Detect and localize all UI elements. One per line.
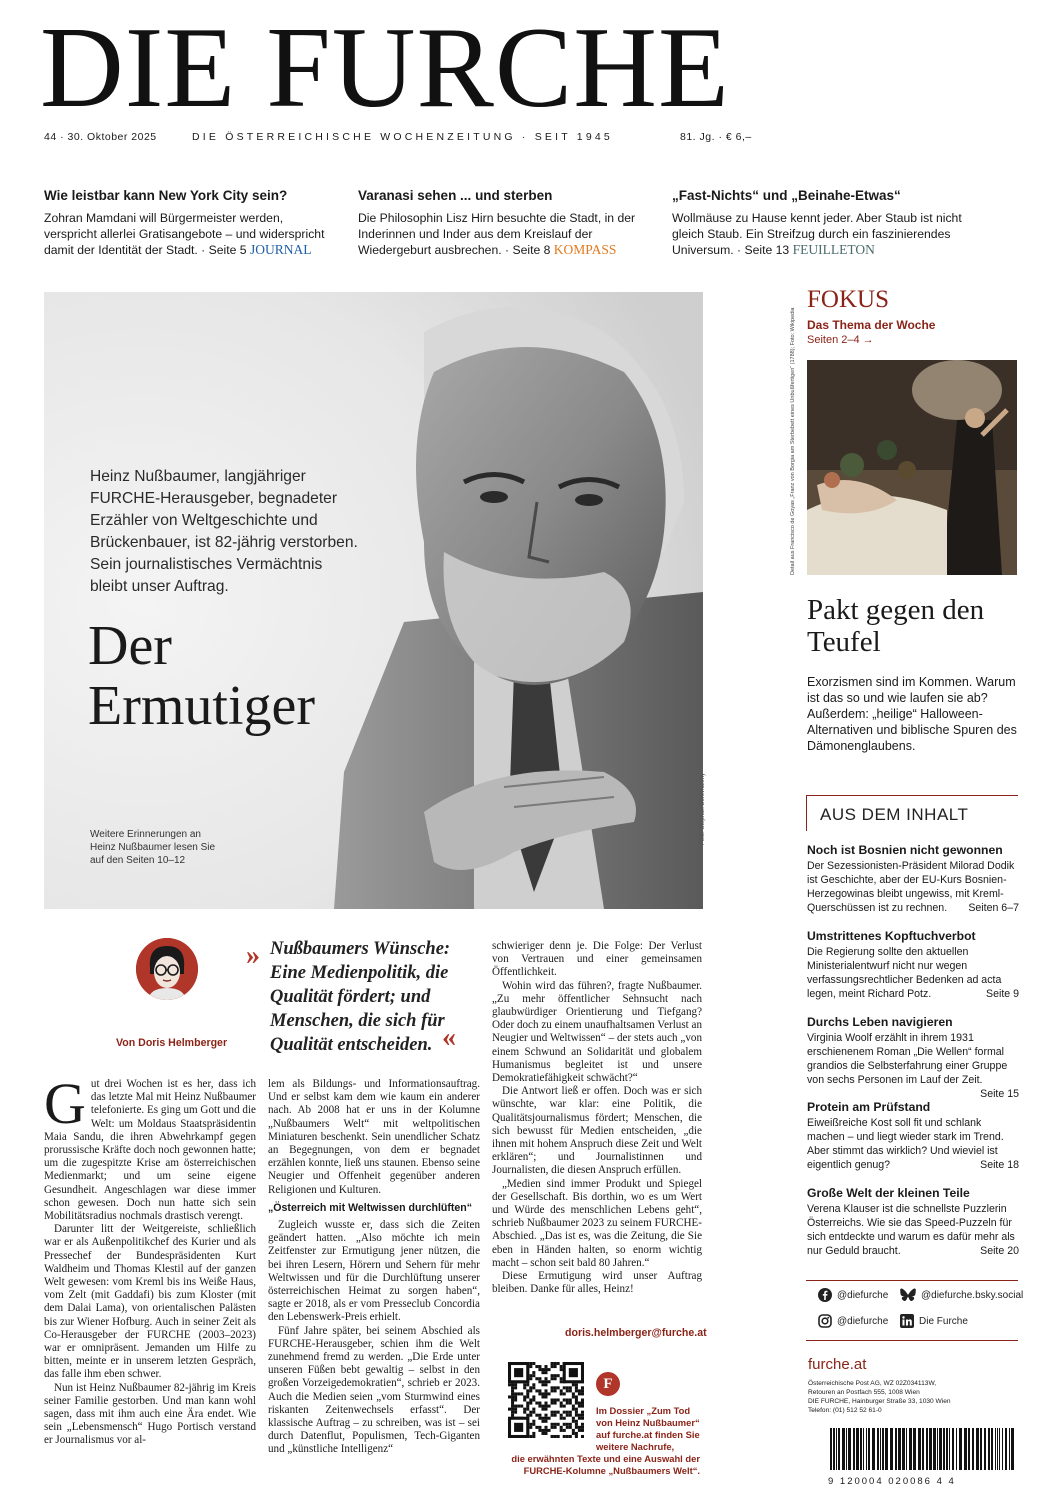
barcode-bar <box>863 1428 864 1470</box>
qr-module <box>575 1395 578 1398</box>
barcode-bar <box>848 1428 851 1470</box>
qr-module <box>517 1392 520 1395</box>
qr-module <box>541 1383 544 1386</box>
barcode-bar <box>830 1428 832 1470</box>
qr-module <box>551 1389 554 1392</box>
qr-module <box>541 1395 544 1398</box>
painting-illustration <box>807 360 1017 575</box>
qr-module <box>554 1374 557 1377</box>
qr-module <box>560 1380 563 1383</box>
masthead-subtitle: DIE ÖSTERREICHISCHE WOCHENZEITUNG · SEIT 1945 <box>192 131 613 143</box>
barcode-bar <box>885 1428 888 1470</box>
qr-module <box>541 1392 544 1395</box>
author-illustration <box>136 938 198 1000</box>
barcode-bar <box>846 1428 847 1470</box>
qr-module <box>526 1395 529 1398</box>
teaser-body: Wollmäuse zu Hause kennt jeder. Aber Staub ist nicht gleich Staub. Ein Streifzug durch ein faszinierendes Universum. · Seite 13 FEUILLETON <box>672 211 962 257</box>
section-tag-feuilleton: FEUILLETON <box>792 242 875 257</box>
inhalt-item-page: Seiten 6–7 <box>968 902 1019 914</box>
qr-module <box>541 1368 544 1371</box>
instagram-link[interactable]: @diefurche <box>818 1314 888 1328</box>
qr-module <box>560 1392 563 1395</box>
barcode-bar <box>853 1428 855 1470</box>
inhalt-item-body: Verena Klauser ist die schnellste Puzzlerin Österreichs. Wie sie das Speed-Puzzeln für sich entdeckte und warum es dafür mehr als nur Geduld braucht. Seite 20 <box>807 1203 1019 1257</box>
qr-module <box>511 1386 514 1389</box>
qr-module <box>563 1386 566 1389</box>
barcode-bar <box>956 1428 957 1470</box>
qr-module <box>563 1398 566 1401</box>
teaser-title: „Fast-Nichts“ und „Beinahe-Etwas“ <box>672 188 901 203</box>
qr-module <box>538 1380 541 1383</box>
qr-module <box>544 1383 547 1386</box>
dossier-note[interactable]: Im Dossier „Zum Tod von Heinz Nußbaumer“ auf furche.at finden Sie weitere Nachrufe, die erwähnten Texte und eine Auswahl der FURCHE-Kolumne „Nußbaumers Welt“. <box>511 1405 700 1476</box>
qr-module <box>560 1377 563 1380</box>
inhalt-item[interactable] <box>807 1186 1019 1258</box>
qr-module <box>557 1386 560 1389</box>
qr-module <box>523 1395 526 1398</box>
teaser-body: Zohran Mamdani will Bürgermeister werden, verspricht allerlei Gratisangebote – und widerspricht damit der Identität der Stadt. · Seite 5 JOURNAL <box>44 211 325 257</box>
facebook-link[interactable]: @diefurche <box>818 1288 888 1302</box>
qr-module <box>557 1362 560 1365</box>
barcode-bar <box>946 1428 948 1470</box>
barcode-bar <box>856 1428 859 1470</box>
article-subheading: „Österreich mit Weltwissen durchlüften“ <box>268 1201 473 1214</box>
author-email-link[interactable]: doris.helmberger@furche.at <box>565 1327 707 1339</box>
qr-module <box>511 1383 514 1386</box>
qr-module <box>581 1398 584 1401</box>
barcode-bar <box>842 1428 845 1470</box>
barcode-bar <box>922 1428 924 1470</box>
teaser-title: Wie leistbar kann New York City sein? <box>44 188 288 203</box>
instagram-icon <box>818 1314 832 1328</box>
barcode-bar <box>877 1428 879 1470</box>
qr-module <box>532 1398 535 1401</box>
barcode-bar <box>939 1428 942 1470</box>
issue-date: 44 · 30. Oktober 2025 <box>44 131 157 143</box>
qr-module <box>557 1398 560 1401</box>
photo-note: Weitere Erinnerungen an Heinz Nußbaumer lesen Sie auf den Seiten 10–12 <box>90 829 216 866</box>
qr-module <box>541 1380 544 1383</box>
qr-module <box>532 1371 535 1374</box>
linkedin-link[interactable]: Die Furche <box>900 1314 968 1328</box>
qr-module <box>569 1389 572 1392</box>
qr-module <box>544 1365 547 1368</box>
qr-module <box>529 1362 532 1365</box>
divider <box>806 1280 1018 1281</box>
qr-module <box>514 1386 517 1389</box>
article-column-2: lem als Bildungs- und Informationsauftrag. Und er selbst kam dem wie kaum ein anderer nach. Ab 2008 hat er uns in der Kolumne „Nußbaumers Welt“ mit weltpolitischen Miniaturen beschenkt. Sein unendlicher Schatz an Begegnungen, von dem er begnadet erzählen konnte, ließ uns staunen. Ebenso seine Neugier und Offenheit gegenüber anderen Religionen und Kulturen. „Österreich mit Weltwissen durchlüften“ Zugleich wusste er, dass sich die Zeiten geändert hatten. „Also möchte ich mein Zeitfenster zur Ermutigung jener nützen, die bei ihren Lesern, Hörern und Sehern für mehr Weltwissen und für die Durchlüftung unserer österreichischen Heimat zu sorgen haben“, sagte er 2018, als er vom Presseclub Concordia den Lebenswerk-Preis erhielt. Fünf Jahre später, bei seinem Abschied als FURCHE-Herausgeber, schien ihm die Welt zunehmend fremd zu werden. „Die Erde unter unseren Füßen bebt gewaltig – selbst in den großen Vorzeigedemokratien“, schrieb er 2023. Auch die Medien seien „vom Sturmwind eines riskanten Zeitenwechsels erfasst“. Der klassische Auftrag – zu schreiben, was ist – sei durch Datenflut, Populismen, Tech-Giganten und „künstliche Intelligenz“ <box>268 1078 480 1456</box>
qr-module <box>535 1377 538 1380</box>
qr-module <box>566 1386 569 1389</box>
qr-module <box>557 1374 560 1377</box>
qr-module <box>514 1368 523 1377</box>
qr-module <box>538 1377 541 1380</box>
inhalt-item-title: Durchs Leben navigieren <box>807 1015 953 1029</box>
inhalt-item-page: Seite 9 <box>986 988 1019 1000</box>
barcode-bar <box>1009 1428 1010 1470</box>
qr-module <box>526 1383 529 1386</box>
barcode-bar <box>872 1428 875 1470</box>
barcode-bar <box>838 1428 840 1470</box>
portrait-illustration <box>44 292 703 909</box>
qr-module <box>551 1362 554 1365</box>
qr-module <box>532 1386 535 1389</box>
qr-module <box>569 1398 572 1401</box>
barcode-bar <box>988 1428 990 1470</box>
qr-module <box>514 1398 517 1401</box>
barcode-bar <box>991 1428 993 1470</box>
qr-module <box>548 1380 551 1383</box>
article-column-1: Gut drei Wochen ist es her, dass ich das letzte Mal mit Heinz Nußbaumer telefonierte. Es ging um Gott und die Welt: um Moldaus Staatspräsidentin Maia Sandu, die ihren Abwehrkampf gegen prorussische Kräfte doch noch gewonnen hatte; um die zugespitzte Krise am österreichischen Medienmarkt; und um seine eigene Gesundheit. Angeschlagen war diese immer schon gewesen. Doch nun hatte sich sein Mobilitätsradius nochmals drastisch verengt. Darunter litt der Weitgereiste, schließlich war er als Außenpolitikchef des Kurier und als Pressechef der Bundespräsidenten Kurt Waldheim und Thomas Klestil auf der ganzen Welt gewesen: vom Kreml bis ins Weiße Haus, vom Zelt (mit Gaddafi) bis zum Kloster (mit dem Dalai Lama), von orientalischen Palästen bis zur Wiener Hofburg. Auch in seiner Zeit als Co-Herausgeber der FURCHE (2003–2023) war er omnipräsent. Jemanden um Hilfe zu bitten, meinte er in unserem letzten Gespräch, das falle ihm eben schwer. Nun ist Heinz Nußbaumer 82-jährig im Kreis seiner Familie gestorben. Und man kann wohl sagen, dass mit ihm auch eine Ära endet. Wie sein „Lebensmensch“ Hugo Portisch verstand er Journalismus vor al- <box>44 1071 256 1447</box>
qr-module <box>572 1392 575 1395</box>
qr-module <box>523 1383 526 1386</box>
qr-module <box>538 1368 541 1371</box>
qr-module <box>551 1377 554 1380</box>
qr-module <box>523 1398 526 1401</box>
qr-module <box>572 1383 575 1386</box>
cover-photo <box>44 292 703 909</box>
teaser-body: Die Philosophin Lisz Hirn besuchte die Stadt, in der Inderinnen und Inder aus dem Kreislauf der Wiedergeburt ausbrechen. · Seite 8 KOMPASS <box>358 211 636 257</box>
author-avatar <box>136 938 198 1000</box>
qr-module <box>544 1371 547 1374</box>
qr-module <box>532 1374 535 1377</box>
barcode-bar <box>880 1428 881 1470</box>
qr-module <box>538 1389 541 1392</box>
inhalt-item-page: Seite 15 <box>980 1088 1019 1100</box>
bluesky-link[interactable]: @diefurche.bsky.social <box>900 1288 1023 1302</box>
qr-module <box>554 1365 557 1368</box>
barcode <box>828 1428 1018 1487</box>
barcode-bar <box>943 1428 945 1470</box>
author-byline: Von Doris Helmberger <box>116 1037 228 1049</box>
qr-module <box>548 1368 551 1371</box>
barcode-bar <box>866 1428 867 1470</box>
linkedin-icon <box>900 1314 914 1328</box>
qr-module <box>575 1383 578 1386</box>
qr-module <box>551 1398 554 1401</box>
qr-module <box>572 1395 575 1398</box>
qr-module <box>544 1389 547 1392</box>
section-tag-journal: JOURNAL <box>249 242 312 257</box>
qr-module <box>566 1398 569 1401</box>
inhalt-item[interactable] <box>807 843 1019 915</box>
painting-credit: Detail aus Francisco de Goyas „Franz von Borgia am Sterbebett eines Unbußfertigen“ (1788); Foto: Wikipedia <box>790 307 796 575</box>
website-link[interactable]: furche.at <box>808 1356 867 1373</box>
barcode-bar <box>959 1428 962 1470</box>
qr-module <box>538 1365 541 1368</box>
section-tag-kompass: KOMPASS <box>553 242 617 257</box>
barcode-bar <box>968 1428 970 1470</box>
inhalt-item-title: Noch ist Bosnien nicht gewonnen <box>807 843 1003 857</box>
qr-module <box>578 1392 581 1395</box>
qr-module <box>544 1392 547 1395</box>
qr-module <box>569 1368 578 1377</box>
qr-module <box>560 1365 563 1368</box>
barcode-bar <box>984 1428 986 1470</box>
barcode-bar <box>926 1428 928 1470</box>
barcode-bar <box>906 1428 907 1470</box>
qr-module <box>523 1386 526 1389</box>
divider <box>806 1340 1018 1341</box>
inhalt-title: AUS DEM INHALT <box>820 805 969 824</box>
qr-module <box>535 1365 538 1368</box>
barcode-bars <box>828 1428 1018 1470</box>
qr-module <box>563 1392 566 1395</box>
qr-module <box>544 1368 547 1371</box>
inhalt-item-body: Virginia Woolf erzählt in ihrem 1931 erschienenem Roman „Die Wellen“ formal grandios die Selbsterfahrung einer Gruppe von sechs Personen im Lauf der Zeit. Seite 15 <box>807 1032 1019 1100</box>
fokus-body: Exorzismen sind im Kommen. Warum ist das so und wie laufen sie ab? Außerdem: „heilige“ Halloween-Alternativen und biblische Spuren des Dämonenglaubens. <box>807 675 1017 753</box>
qr-module <box>554 1377 557 1380</box>
barcode-bar <box>833 1428 835 1470</box>
qr-module <box>575 1386 578 1389</box>
article-column-3: schwieriger denn je. Die Folge: Der Verlust von Vertrauen und einer gemeinsamen Öffentlichkeit. Wohin wird das führen?, fragte Nußbaumer. „Zu mehr öffentlicher Sehnsucht nach glaubwürdiger Orientierung und Tiefgang? Oder doch zu einem unaufhaltsamen Verlust an Neugier und Weltwissen“ – der stets auch „von einem Schwund an Solidarität und globalem Humanismus begleitet ist und unsere Demokratiefähigkeit schwächt?“ Die Antwort ließ er offen. Doch was er sich wünschte, war klar: eine Politik, die Qualitätsjournalismus fördert; Menschen, die sich bewusst für Medien entscheiden, „die ihnen mit hohem Anspruch diese Zeit und Welt erklären“; und Journalistinnen und Journalisten, die diesen Anspruch erfüllen. „Medien sind immer Produkt und Spiegel der Gesellschaft. Bis dorthin, wo es um Wert und Würde des menschlichen Lebens geht“, schrieb Nußbaumer 2023 zu seinem FURCHE-Abschied. „Das ist es, was die Zeitung, die Sie eben in Händen halten, so enorm wichtig macht – schon seit bald 80 Jahren.“ Diese Ermutigung wird unser Auftrag bleiben. Danke für alles, Heinz! <box>492 940 702 1296</box>
inhalt-item-title: Umstrittenes Kopftuchverbot <box>807 929 976 943</box>
qr-module <box>514 1392 517 1395</box>
qr-module <box>569 1386 572 1389</box>
barcode-bar <box>1011 1428 1014 1470</box>
qr-module <box>508 1395 511 1398</box>
inhalt-item-title: Große Welt der kleinen Teile <box>807 1186 970 1200</box>
qr-module <box>551 1365 554 1368</box>
cover-lede: Heinz Nußbaumer, langjähriger FURCHE-Herausgeber, begnadeter Erzähler von Weltgeschichte und Brückenbauer, ist 82-jährig verstorben. Sein journalistisches Vermächtnis bleibt unser Auftrag. <box>90 468 358 595</box>
facebook-icon <box>818 1288 832 1302</box>
barcode-bar <box>972 1428 974 1470</box>
barcode-bar <box>995 1428 996 1470</box>
headline-line-2: Ermutiger <box>88 675 316 737</box>
qr-module <box>575 1398 578 1401</box>
qr-module <box>529 1386 532 1389</box>
qr-module <box>529 1389 532 1392</box>
qr-module <box>554 1386 557 1389</box>
qr-module <box>526 1392 529 1395</box>
barcode-bar <box>952 1428 954 1470</box>
teaser-title: Varanasi sehen ... und sterben <box>358 188 553 203</box>
barcode-bar <box>997 1428 998 1470</box>
barcode-bar <box>909 1428 912 1470</box>
quote-open-icon: » <box>246 940 260 971</box>
barcode-bar <box>836 1428 837 1470</box>
barcode-bar <box>882 1428 884 1470</box>
qr-module <box>566 1389 569 1392</box>
barcode-bar <box>999 1428 1000 1470</box>
qr-module <box>529 1365 532 1368</box>
fokus-label: FOKUS <box>807 286 889 313</box>
qr-module <box>529 1377 532 1380</box>
fokus-headline[interactable]: Pakt gegen den Teufel <box>807 594 985 658</box>
issue-price: 81. Jg. · € 6,– <box>680 131 752 143</box>
barcode-bar <box>933 1428 936 1470</box>
qr-module <box>551 1374 554 1377</box>
qr-module <box>511 1392 514 1395</box>
barcode-bar <box>902 1428 905 1470</box>
quote-close-icon: « <box>442 1022 456 1053</box>
bluesky-icon <box>900 1288 916 1302</box>
teaser-kompass[interactable] <box>358 188 638 258</box>
barcode-bar <box>898 1428 901 1470</box>
cover-headline[interactable] <box>88 616 315 736</box>
inhalt-item[interactable] <box>807 1015 1019 1101</box>
qr-module <box>511 1395 514 1398</box>
furche-f-icon: F <box>596 1372 620 1396</box>
barcode-bar <box>918 1428 921 1470</box>
qr-module <box>554 1398 557 1401</box>
barcode-bar <box>980 1428 982 1470</box>
qr-module <box>544 1395 547 1398</box>
inhalt-item-body: Die Regierung sollte den aktuellen Ministerialentwurf nicht nur wegen verfassungsrechtlicher Bedenken ad acta legen, meint Richard Potz. Seite 9 <box>807 946 1019 1000</box>
barcode-bar <box>913 1428 916 1470</box>
barcode-bar <box>964 1428 967 1470</box>
qr-module <box>578 1389 581 1392</box>
inhalt-item-page: Seite 20 <box>980 1245 1019 1257</box>
barcode-bar <box>937 1428 938 1470</box>
barcode-bar <box>1002 1428 1003 1470</box>
photo-credit: Foto: Stephan Boroviczeny <box>700 772 706 845</box>
barcode-bar <box>895 1428 897 1470</box>
qr-module <box>508 1383 511 1386</box>
qr-module <box>554 1362 557 1365</box>
barcode-bar <box>949 1428 950 1470</box>
barcode-bar <box>929 1428 932 1470</box>
inhalt-item[interactable] <box>807 929 1019 1001</box>
inhalt-item-page: Seite 18 <box>980 1159 1019 1171</box>
qr-module <box>544 1380 547 1383</box>
barcode-bar <box>890 1428 893 1470</box>
teaser-journal[interactable] <box>44 188 339 258</box>
qr-module <box>538 1392 541 1395</box>
headline-line-1: Der <box>88 615 172 677</box>
qr-module <box>532 1383 535 1386</box>
fokus-pages-link[interactable]: Seiten 2–4 → <box>807 334 874 346</box>
qr-module <box>529 1374 532 1377</box>
qr-module <box>544 1377 547 1380</box>
qr-module <box>535 1389 538 1392</box>
qr-module <box>514 1395 517 1398</box>
qr-module <box>532 1362 535 1365</box>
qr-module <box>520 1392 523 1395</box>
qr-module <box>511 1398 514 1401</box>
qr-module <box>551 1386 554 1389</box>
qr-module <box>581 1392 584 1395</box>
qr-module <box>581 1389 584 1392</box>
barcode-bar <box>868 1428 870 1470</box>
qr-module <box>532 1395 535 1398</box>
qr-module <box>529 1398 532 1401</box>
barcode-bar <box>976 1428 979 1470</box>
inhalt-item-body: Der Sezessionisten-Präsident Milorad Dodik ist Geschichte, aber der EU-Kurs Bosnien-Herzegowinas bleibt ungewiss, mit Kreml-Querschüssen ist zu rechnen. Seiten 6–7 <box>807 860 1019 914</box>
inhalt-item-title: Protein am Prüfstand <box>807 1100 931 1114</box>
dropcap: G <box>44 1071 86 1136</box>
qr-module <box>560 1389 563 1392</box>
barcode-bar <box>1005 1428 1007 1470</box>
fokus-painting <box>807 360 1017 575</box>
qr-module <box>514 1383 517 1386</box>
inhalt-item-body: Eiweißreiche Kost soll fit und schlank machen – und liegt wieder stark im Trend. Aber stimmt das wirklich? Und wieviel ist eigentlich genug? Seite 18 <box>807 1117 1019 1171</box>
barcode-bar <box>860 1428 862 1470</box>
imprint: Österreichische Post AG, WZ 02Z034113W, Retouren an Postfach 555, 1008 Wien DIE FURCHE, Hainburger Straße 33, 1030 Wien Telefon: (01) 512 52 61-0 <box>808 1380 951 1414</box>
barcode-number: 9 120004 020086 4 4 <box>828 1476 956 1487</box>
fokus-subtitle: Das Thema der Woche <box>807 318 936 332</box>
masthead-logo: DIE FURCHE <box>40 4 730 132</box>
qr-module <box>526 1389 529 1392</box>
qr-module <box>560 1368 563 1371</box>
qr-module <box>541 1371 544 1374</box>
pull-quote: Nußbaumers Wünsche: Eine Medienpolitik, die Qualität fördert; und Menschen, die sich für Qualität entscheiden. <box>270 939 451 1055</box>
inhalt-item[interactable] <box>807 1100 1019 1172</box>
qr-module <box>581 1386 584 1389</box>
qr-module <box>511 1389 514 1392</box>
qr-module <box>548 1392 551 1395</box>
qr-module <box>554 1389 557 1392</box>
qr-module <box>575 1389 578 1392</box>
teaser-feuilleton[interactable] <box>672 188 962 258</box>
